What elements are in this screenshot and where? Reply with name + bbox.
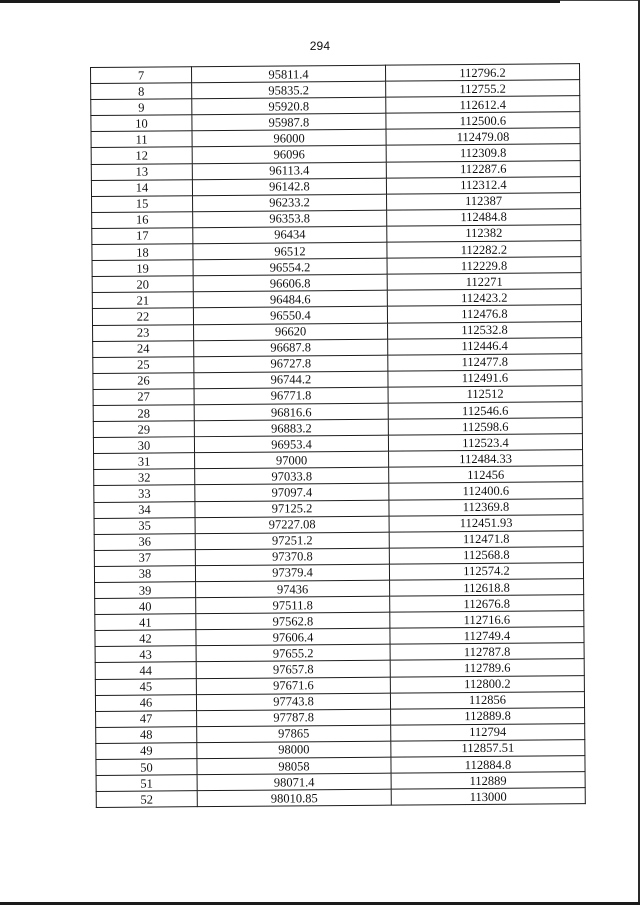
row-number-cell: 8 — [91, 83, 192, 100]
value-y-cell: 112400.6 — [389, 482, 583, 500]
row-number-cell: 52 — [96, 791, 197, 808]
value-y-cell: 112477.8 — [388, 353, 582, 371]
value-y-cell: 112716.6 — [390, 611, 584, 629]
row-number-cell: 16 — [92, 212, 193, 229]
value-x-cell: 97655.2 — [196, 645, 390, 663]
value-y-cell: 112287.6 — [386, 160, 580, 178]
row-number-cell: 38 — [94, 566, 195, 583]
table-row — [96, 788, 585, 808]
page-number: 294 — [309, 39, 331, 53]
value-x-cell: 96484.6 — [193, 290, 387, 308]
value-y-cell: 112479.08 — [386, 128, 580, 146]
value-x-cell: 97743.8 — [196, 693, 390, 711]
value-x-cell: 96096 — [192, 146, 386, 164]
row-number-cell: 27 — [93, 389, 194, 406]
row-number-cell: 30 — [93, 437, 194, 454]
row-number-cell: 43 — [95, 646, 196, 663]
value-y-cell: 112387 — [387, 192, 581, 210]
value-x-cell: 96550.4 — [193, 307, 387, 325]
row-number-cell: 18 — [92, 244, 193, 261]
value-x-cell: 95835.2 — [192, 81, 386, 99]
value-y-cell: 112857.51 — [391, 740, 585, 758]
value-y-cell: 112755.2 — [386, 80, 580, 98]
row-number-cell: 49 — [96, 743, 197, 760]
value-x-cell: 96816.6 — [194, 403, 388, 421]
value-y-cell: 112451.93 — [389, 514, 583, 532]
row-number-cell: 21 — [92, 292, 193, 309]
row-number-cell: 44 — [95, 662, 196, 679]
value-y-cell: 112382 — [387, 225, 581, 243]
value-y-cell: 112749.4 — [390, 627, 584, 645]
value-x-cell: 97379.4 — [195, 564, 389, 582]
value-y-cell: 112282.2 — [387, 241, 581, 259]
row-number-cell: 20 — [92, 276, 193, 293]
value-y-cell: 112568.8 — [389, 546, 583, 564]
value-x-cell: 97033.8 — [195, 468, 389, 486]
value-x-cell: 97125.2 — [195, 500, 389, 518]
value-y-cell: 112423.2 — [387, 289, 581, 307]
value-y-cell: 112574.2 — [389, 563, 583, 581]
value-x-cell: 98000 — [197, 741, 391, 759]
value-y-cell: 112889 — [391, 772, 585, 790]
value-x-cell: 96353.8 — [193, 210, 387, 228]
value-y-cell: 112309.8 — [386, 144, 580, 162]
row-number-cell: 15 — [92, 195, 193, 212]
value-x-cell: 95987.8 — [192, 113, 386, 131]
value-x-cell: 97000 — [195, 451, 389, 469]
value-y-cell: 112229.8 — [387, 257, 581, 275]
value-y-cell: 112796.2 — [385, 64, 579, 82]
value-y-cell: 112618.8 — [390, 579, 584, 597]
row-number-cell: 32 — [94, 469, 195, 486]
value-y-cell: 112484.33 — [389, 450, 583, 468]
scan-border-top-right — [560, 0, 640, 1]
value-x-cell: 96727.8 — [194, 355, 388, 373]
row-number-cell: 25 — [93, 356, 194, 373]
row-number-cell: 14 — [91, 179, 192, 196]
row-number-cell: 23 — [93, 324, 194, 341]
value-y-cell: 112491.6 — [388, 369, 582, 387]
row-number-cell: 22 — [92, 308, 193, 325]
value-y-cell: 112787.8 — [390, 643, 584, 661]
value-y-cell: 112676.8 — [390, 595, 584, 613]
value-y-cell: 112512 — [388, 386, 582, 404]
value-y-cell: 112598.6 — [388, 418, 582, 436]
row-number-cell: 41 — [95, 614, 196, 631]
value-y-cell: 112889.8 — [391, 707, 585, 725]
row-number-cell: 10 — [91, 115, 192, 132]
coordinate-table — [90, 63, 586, 808]
value-x-cell: 96744.2 — [194, 371, 388, 389]
value-x-cell: 96512 — [193, 242, 387, 260]
value-x-cell: 96000 — [192, 130, 386, 148]
value-y-cell: 112800.2 — [390, 675, 584, 693]
value-x-cell: 95811.4 — [192, 65, 386, 83]
value-x-cell: 97787.8 — [197, 709, 391, 727]
row-number-cell: 37 — [94, 550, 195, 567]
value-y-cell: 112884.8 — [391, 756, 585, 774]
value-x-cell: 97865 — [197, 725, 391, 743]
row-number-cell: 40 — [95, 598, 196, 615]
row-number-cell: 24 — [93, 340, 194, 357]
value-x-cell: 97606.4 — [196, 628, 390, 646]
scan-border-top — [0, 0, 560, 3]
row-number-cell: 19 — [92, 260, 193, 277]
row-number-cell: 31 — [94, 453, 195, 470]
row-number-cell: 45 — [95, 678, 196, 695]
row-number-cell: 39 — [95, 582, 196, 599]
value-x-cell: 97227.08 — [195, 516, 389, 534]
row-number-cell: 9 — [91, 99, 192, 116]
value-y-cell: 112612.4 — [386, 96, 580, 114]
value-y-cell: 112546.6 — [388, 402, 582, 420]
coordinate-table-container — [90, 63, 582, 808]
value-x-cell: 97511.8 — [196, 596, 390, 614]
value-x-cell: 97671.6 — [196, 677, 390, 695]
value-x-cell: 97562.8 — [196, 612, 390, 630]
row-number-cell: 48 — [96, 727, 197, 744]
value-x-cell: 96771.8 — [194, 387, 388, 405]
row-number-cell: 51 — [96, 775, 197, 792]
value-y-cell: 112856 — [390, 691, 584, 709]
value-x-cell: 98071.4 — [197, 773, 391, 791]
value-x-cell: 98010.85 — [197, 789, 391, 807]
value-x-cell: 97370.8 — [195, 548, 389, 566]
value-y-cell: 112523.4 — [388, 434, 582, 452]
row-number-cell: 11 — [91, 131, 192, 148]
value-y-cell: 112476.8 — [387, 305, 581, 323]
value-y-cell: 112794 — [391, 723, 585, 741]
value-x-cell: 97436 — [196, 580, 390, 598]
value-x-cell: 96233.2 — [193, 194, 387, 212]
row-number-cell: 50 — [96, 759, 197, 776]
value-y-cell: 112484.8 — [387, 208, 581, 226]
value-x-cell: 95920.8 — [192, 97, 386, 115]
table-body — [91, 64, 586, 808]
value-y-cell: 112789.6 — [390, 659, 584, 677]
value-y-cell: 112369.8 — [389, 498, 583, 516]
value-y-cell: 112532.8 — [388, 321, 582, 339]
row-number-cell: 7 — [91, 67, 192, 84]
row-number-cell: 47 — [96, 710, 197, 727]
row-number-cell: 46 — [95, 694, 196, 711]
value-x-cell: 96606.8 — [193, 274, 387, 292]
row-number-cell: 29 — [93, 421, 194, 438]
value-y-cell: 113000 — [391, 788, 585, 806]
value-y-cell: 112471.8 — [389, 530, 583, 548]
value-x-cell: 96687.8 — [194, 339, 388, 357]
value-y-cell: 112446.4 — [388, 337, 582, 355]
value-x-cell: 96620 — [194, 323, 388, 341]
value-x-cell: 97097.4 — [195, 484, 389, 502]
row-number-cell: 35 — [94, 517, 195, 534]
value-y-cell: 112456 — [389, 466, 583, 484]
row-number-cell: 12 — [91, 147, 192, 164]
value-x-cell: 96142.8 — [192, 178, 386, 196]
value-y-cell: 112500.6 — [386, 112, 580, 130]
value-x-cell: 97657.8 — [196, 661, 390, 679]
value-x-cell: 96883.2 — [194, 419, 388, 437]
row-number-cell: 26 — [93, 372, 194, 389]
row-number-cell: 28 — [93, 405, 194, 422]
value-y-cell: 112312.4 — [386, 176, 580, 194]
value-x-cell: 96113.4 — [192, 162, 386, 180]
row-number-cell: 17 — [92, 228, 193, 245]
value-y-cell: 112271 — [387, 273, 581, 291]
row-number-cell: 13 — [91, 163, 192, 180]
row-number-cell: 36 — [94, 533, 195, 550]
row-number-cell: 34 — [94, 501, 195, 518]
value-x-cell: 96554.2 — [193, 258, 387, 276]
row-number-cell: 42 — [95, 630, 196, 647]
value-x-cell: 96953.4 — [194, 435, 388, 453]
value-x-cell: 97251.2 — [195, 532, 389, 550]
value-x-cell: 96434 — [193, 226, 387, 244]
value-x-cell: 98058 — [197, 757, 391, 775]
row-number-cell: 33 — [94, 485, 195, 502]
